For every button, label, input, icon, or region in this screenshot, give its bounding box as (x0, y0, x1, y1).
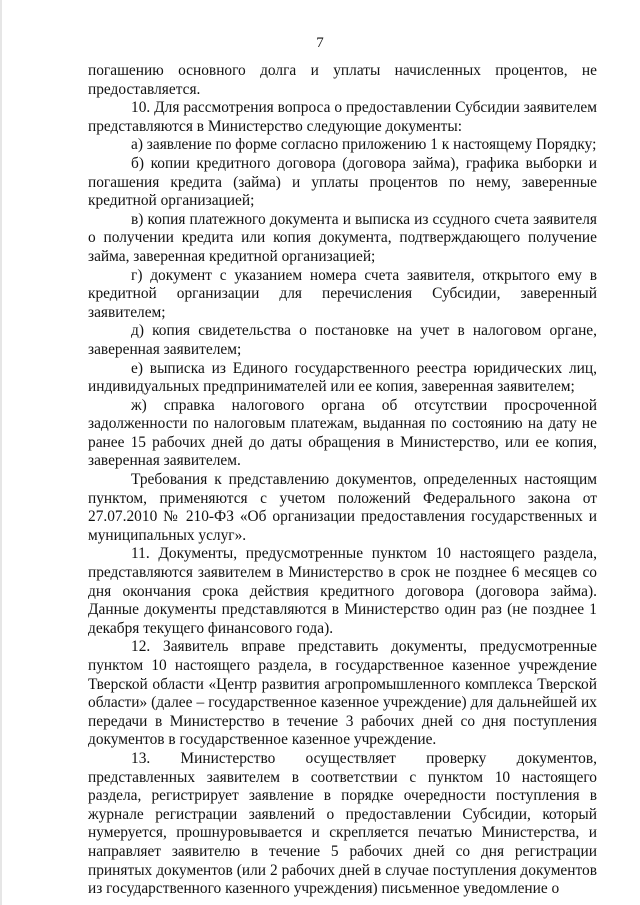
list-item-d: д) копия свидетельства о постановке на учет в налоговом органе, заверенная заявителем; (88, 322, 597, 358)
paragraph-continuation: погашению основного долга и уплаты начисленных процентов, не предоставляется. (88, 62, 597, 98)
list-item-v: в) копия платежного документа и выписка из ссудного счета заявителя о получении кредита или копия документа, подтверждающего получение займа, заверенная кредитной организацией; (88, 210, 597, 265)
paragraph-item-10: 10. Для рассмотрения вопроса о предоставлении Субсидии заявителем представляются в Министерство следующие документы: (88, 99, 597, 135)
paragraph-requirements: Требования к представлению документов, определенных настоящим пунктом, применяются с учетом положений Федерального закона от 27.07.2010 № 210-ФЗ «Об организации предоставления государственных и муниципальных услуг». (88, 471, 597, 544)
scan-edge (0, 0, 2, 905)
list-item-b: б) копии кредитного договора (договора займа), графика выборки и погашения кредита (займа) и уплаты процентов по нему, заверенные кредитной организацией; (88, 154, 597, 210)
list-item-g: г) документ с указанием номера счета заявителя, открытого ему в кредитной организации для перечисления Субсидии, заверенный заявителем; (88, 266, 597, 321)
paragraph-item-11: 11. Документы, предусмотренные пунктом 10 настоящего раздела, представляются заявителем в Министерство в срок не позднее 6 месяцев со дня окончания срока действия кредитного договора (договора займа). Данные документы представляются в Министерство один раз (не позднее 1 декабря текущего финансового года). (88, 545, 597, 637)
document-body (88, 62, 597, 899)
paragraph-item-13: 13. Министерство осуществляет проверку документов, представленных заявителем в соответствии с пунктом 10 настоящего раздела, регистрирует заявление в порядке очередности поступления в журнале регистрации заявлений о предоставлении Субсидии, который нумеруется, прошнуровывается и скрепляется печатью Министерства, и направляет заявителю в течение 5 рабочих дней со дня регистрации принятых документов (или 2 рабочих дней в случае поступления документов из государственного казенного учреждения) письменное уведомление о (88, 749, 597, 898)
list-item-zh: ж) справка налогового органа об отсутствии просроченной задолженности по налоговым платежам, выданная по состоянию на дату не ранее 15 рабочих дней до даты обращения в Министерство, или ее копия, заверенная заявителем. (88, 396, 597, 470)
paragraph-item-12: 12. Заявитель вправе представить документы, предусмотренные пунктом 10 настоящего раздела, в государственное казенное учреждение Тверской области «Центр развития агропромышленного комплекса Тверской области» (далее – государственное казенное учреждение) для дальнейшей их передачи в Министерство в течение 3 рабочих дней со дня поступления документов в государственное казенное учреждение. (88, 638, 597, 749)
page-number: 7 (316, 35, 324, 51)
list-item-a: а) заявление по форме согласно приложению 1 к настоящему Порядку; (131, 136, 597, 154)
list-item-e: е) выписка из Единого государственного реестра юридических лиц, индивидуальных предпринимателей или ее копия, заверенная заявителем; (88, 359, 597, 396)
